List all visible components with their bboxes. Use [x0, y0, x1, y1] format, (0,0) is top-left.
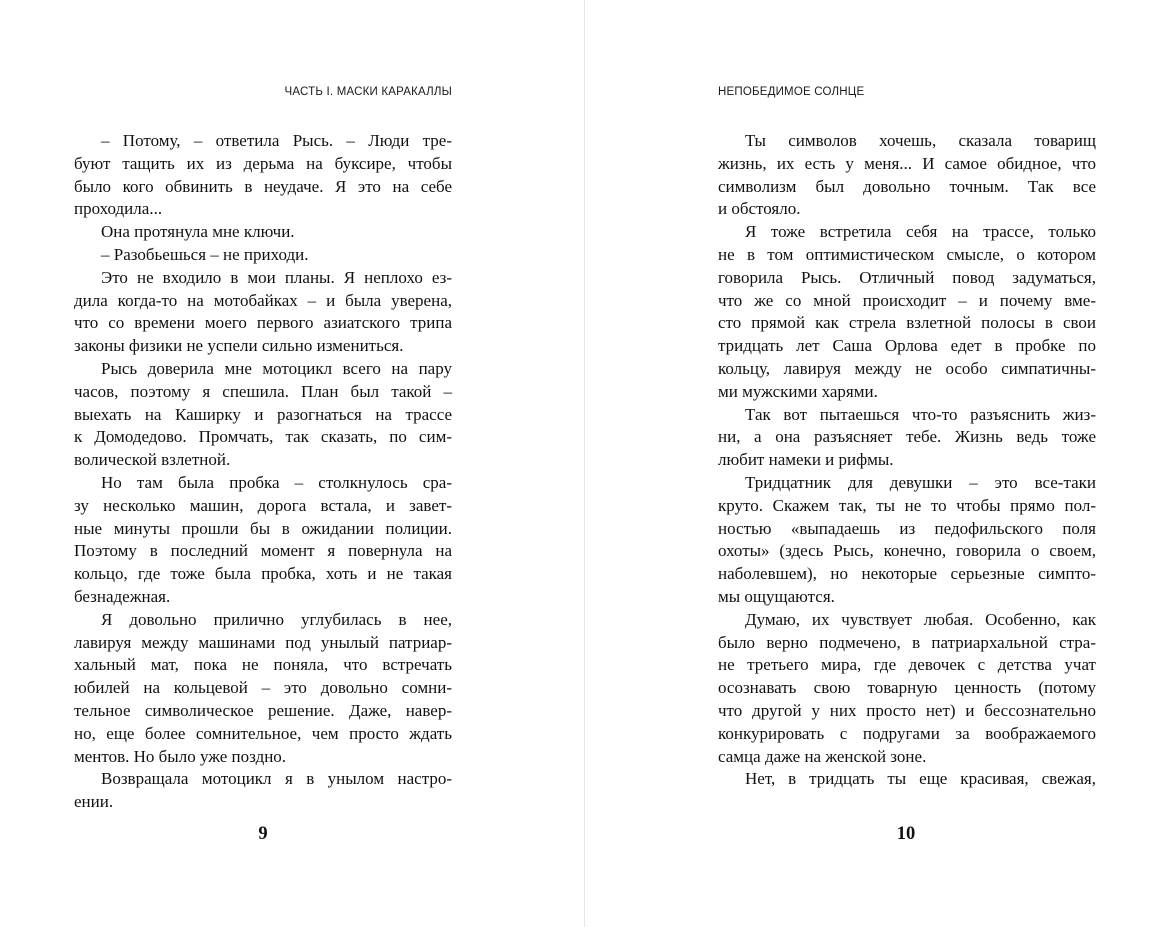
text-line: было кого обвинить в неудаче. Я это на себе	[74, 176, 452, 196]
text-line: ении.	[74, 792, 114, 812]
text-line: волической взлетной.	[74, 450, 231, 470]
text-line: ментов. Но было уже поздно.	[74, 746, 287, 766]
text-line: самца даже на женской зоне.	[718, 746, 927, 766]
right-running-head: НЕПОБЕДИМОЕ СОЛНЦЕ	[718, 86, 865, 98]
text-line: Поэтому в последний момент я повернула на	[74, 541, 452, 561]
text-line: Нет, в тридцать ты еще красивая, свежая,	[745, 769, 1096, 789]
text-line: сто прямой как стрела взлетной полосы в свои	[718, 313, 1096, 333]
text-line: зу несколько машин, дорога встала, и завет-	[74, 495, 452, 515]
text-line: что другой у них просто нет) и бессознательно	[718, 700, 1096, 720]
text-line: символизм был довольно точным. Так все	[718, 176, 1096, 196]
text-line: Я довольно прилично углубилась в нее,	[101, 609, 452, 629]
text-line: законы физики не успели сильно измениться.	[74, 336, 404, 356]
text-line: Но там была пробка – столкнулось сра-	[101, 472, 452, 492]
text-line: было верно подмечено, в патриархальной стра-	[718, 632, 1096, 652]
text-line: лавируя между машинами под унылый патриар-	[74, 632, 452, 652]
text-line: Думаю, их чувствует любая. Особенно, как	[745, 609, 1096, 629]
text-line: ни, а она разъясняет тебе. Жизнь ведь тоже	[718, 427, 1096, 447]
text-line: безнадежная.	[74, 586, 171, 606]
text-line: круто. Скажем так, ты не то чтобы прямо пол-	[718, 495, 1096, 515]
text-line: Рысь доверила мне мотоцикл всего на пару	[101, 358, 452, 378]
text-line: наболевшем), но некоторые серьезные симпто-	[718, 564, 1096, 584]
text-line: осознавать свою товарную ценность (потому	[718, 678, 1096, 698]
right-page-number: 10	[896, 824, 916, 844]
text-line: Ты символов хочешь, сказала товарищ	[745, 131, 1096, 150]
text-line: юбилей на кольцевой – это довольно сомни-	[74, 678, 452, 698]
text-line: не в том оптимистическом смысле, о котором	[718, 244, 1096, 264]
text-line: – Потому, – ответила Рысь. – Люди тре-	[101, 131, 452, 150]
text-line: жизнь, их есть у меня... И самое обидное, что	[718, 153, 1096, 173]
text-line: ми мужскими харями.	[718, 381, 878, 401]
text-line: конкурировать с подругами за воображаемого	[718, 723, 1096, 743]
right-page-text	[718, 130, 1096, 791]
text-line: ностью «выпадаешь из педофильского поля	[718, 518, 1096, 538]
text-line: Это не входило в мои планы. Я неплохо ез-	[101, 267, 452, 287]
text-line: что же со мной происходит – и почему вме-	[718, 290, 1096, 310]
page-gutter	[584, 0, 585, 927]
text-line: хальный мат, пока не поняла, что встречать	[74, 655, 452, 675]
text-line: кольцу, лавируя между не особо симпатичны-	[718, 358, 1096, 378]
text-line: охоты» (здесь Рысь, конечно, говорила о своем,	[718, 541, 1096, 561]
text-line: Возвращала мотоцикл я в унылом настро-	[101, 769, 452, 789]
text-line: проходила...	[74, 199, 163, 219]
text-line: Она протянула мне ключи.	[101, 222, 295, 242]
text-line: что со времени моего первого азиатского трипа	[74, 313, 452, 333]
text-line: кольцо, где тоже была пробка, хоть и не такая	[74, 564, 452, 584]
text-line: – Разобьешься – не приходи.	[101, 244, 309, 264]
text-line: к Домодедово. Промчать, так сказать, по сим-	[74, 427, 452, 447]
text-line: тридцать лет Саша Орлова едет в пробке по	[718, 336, 1096, 356]
text-line: тельное символическое решение. Даже, навер-	[74, 700, 452, 720]
text-line: часов, поэтому я спешила. План был такой –	[74, 381, 452, 401]
left-running-head: ЧАСТЬ I. МАСКИ КАРАКАЛЛЫ	[284, 86, 452, 98]
text-line: не третьего мира, где девочек с детства учат	[718, 655, 1096, 675]
text-line: но, еще более сомнительное, чем просто ждать	[74, 723, 452, 743]
text-line: буют тащить их из дерьма на буксире, чтобы	[74, 153, 452, 173]
text-line: мы ощущаются.	[718, 586, 835, 606]
text-line: и обстояло.	[718, 199, 801, 219]
text-line: дила когда-то на мотобайках – и была уверена,	[74, 290, 452, 310]
text-line: говорила Рысь. Отличный повод задуматься,	[718, 267, 1096, 287]
left-page-number: 9	[258, 824, 268, 844]
text-line: Тридцатник для девушки – это все-таки	[745, 472, 1096, 492]
text-line: любит намеки и рифмы.	[718, 450, 894, 470]
left-page-text	[74, 130, 452, 814]
text-line: выехать на Каширку и разогнаться на трассе	[74, 404, 452, 424]
text-line: ные минуты прошли бы в ожидании полиции.	[74, 518, 452, 538]
text-line: Я тоже встретила себя на трассе, только	[745, 222, 1096, 242]
text-line: Так вот пытаешься что-то разъяснить жиз-	[745, 404, 1096, 424]
